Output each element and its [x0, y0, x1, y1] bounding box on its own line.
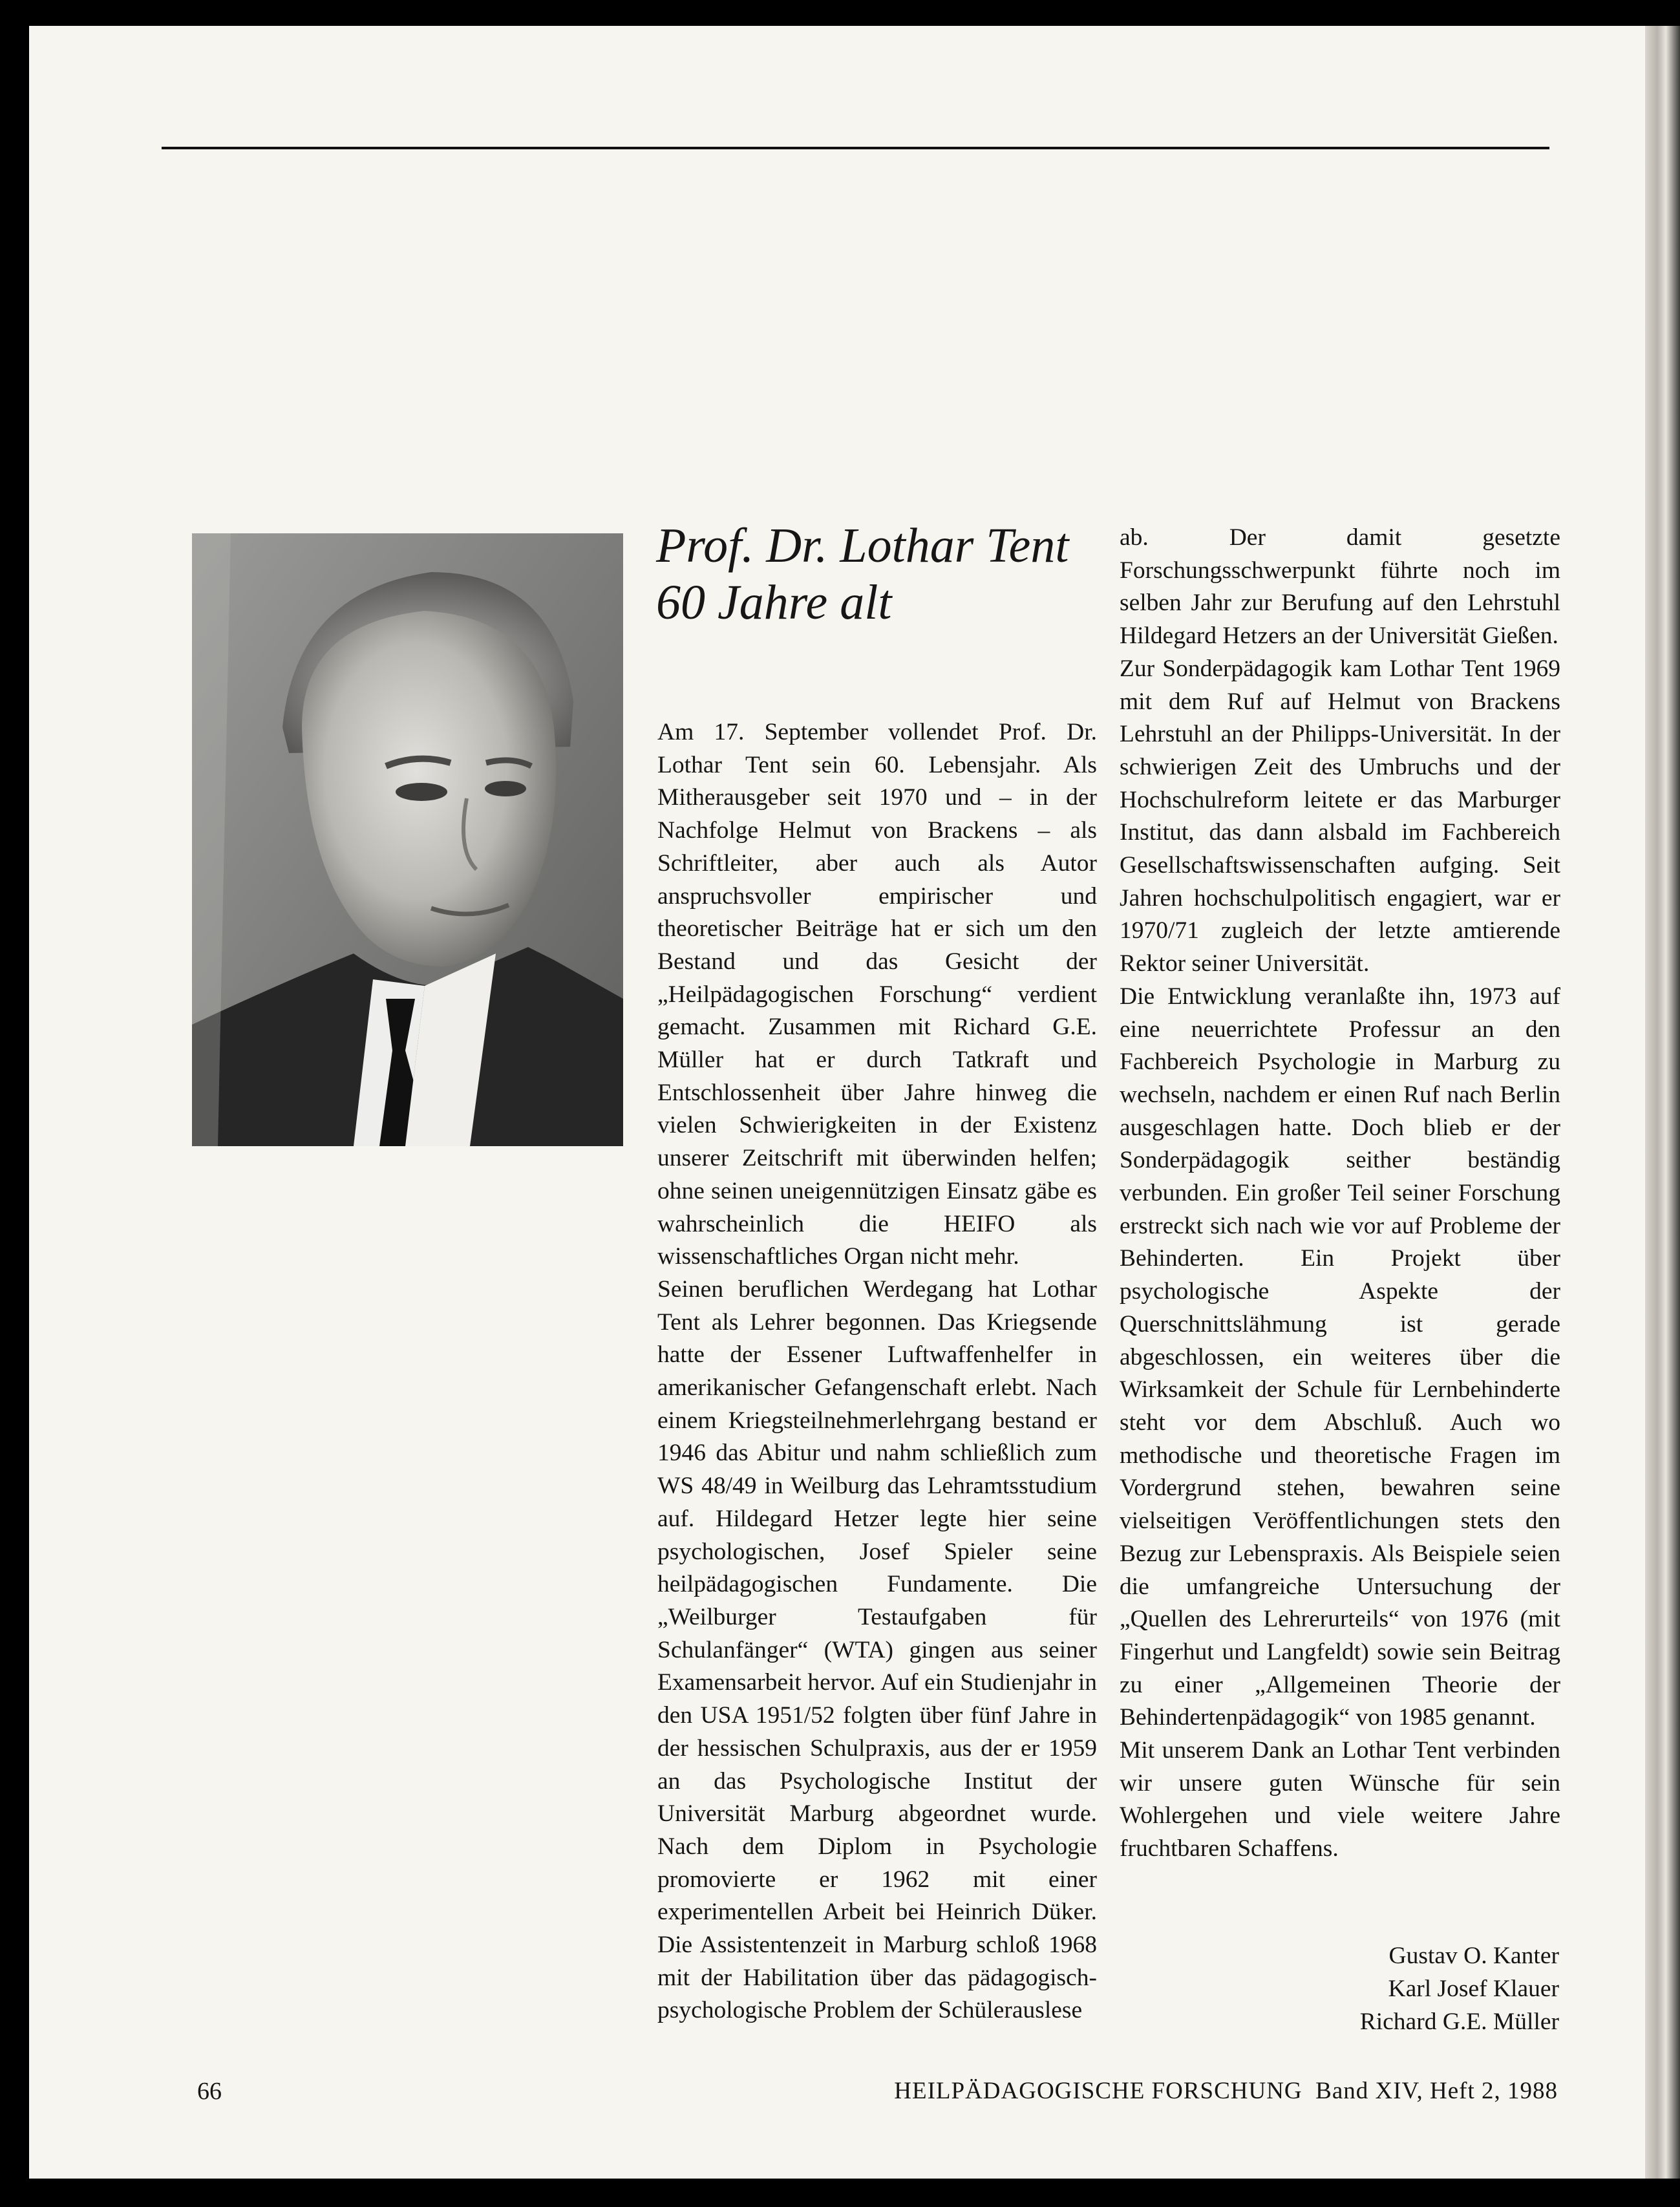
- paragraph: Zur Sonderpädagogik kam Lothar Tent 1969 mit dem Ruf auf Helmut von Brackens Lehrstuhl an der Philipps-Universität. In der schwierigen Zeit des Umbruchs und der Hochschulreform leitete er das Marburger Institut, das dann alsbald im Fachbereich Gesellschaftswissenschaften aufging. Seit Jahren hochschulpolitisch engagiert, war er 1970/71 zugleich der letzte amtierende Rektor seiner Universität.: [1120, 655, 1560, 977]
- journal-footer: [776, 2077, 1558, 2105]
- paragraph: Mit unserem Dank an Lothar Tent verbinden wir unsere guten Wünsche für sein Wohlergehen und viele weitere Jahre fruchtbaren Schaffens.: [1120, 1737, 1560, 1862]
- signature-name: Karl Josef Klauer: [1388, 1976, 1559, 2002]
- title-line-1: Prof. Dr. Lothar Tent: [656, 518, 1069, 573]
- title-line-2: 60 Jahre alt: [656, 575, 892, 630]
- page-number: 66: [197, 2078, 222, 2105]
- article-title: [656, 517, 1109, 631]
- paragraph: ab. Der damit gesetzte Forschungsschwerpunkt führte noch im selben Jahr zur Berufung auf den Lehrstuhl Hildegard Hetzers an der Universität Gießen.: [1120, 524, 1560, 650]
- paragraph: Die Entwicklung veranlaßte ihn, 1973 auf eine neuerrichtete Professur an den Fachbereich Psychologie in Marburg zu wechseln, nachdem er einen Ruf nach Berlin ausgeschlagen hatte. Doch blieb er der Sonderpädagogik seither beständig verbunden. Ein großer Teil seiner Forschung erstreckt sich nach wie vor auf Probleme der Behinderten. Ein Projekt über psychologische Aspekte der Querschnittslähmung ist gerade abgeschlossen, ein weiteres über die Wirksamkeit der Schule für Lernbehinderte steht vor dem Abschluß. Auch wo methodische und theoretische Fragen im Vordergrund stehen, bewahren seine vielseitigen Veröffentlichungen stets den Bezug zur Lebenspraxis. Als Beispiele seien die umfangreiche Untersuchung der „Quellen des Lehrerurteils“ von 1976 (mit Fingerhut und Langfeldt) sowie sein Beitrag zu einer „Allgemeinen Theorie der Behindertenpädagogik“ von 1985 genannt.: [1120, 983, 1560, 1731]
- text-column-left: [657, 716, 1097, 2027]
- journal-name: HEILPÄDAGOGISCHE FORSCHUNG: [894, 2078, 1303, 2104]
- paragraph: Seinen beruflichen Werdegang hat Lothar Tent als Lehrer begonnen. Das Kriegsende hatte der Essener Luftwaffenhelfer in amerikanischer Gefangenschaft erlebt. Nach einem Kriegsteilnehmerlehrgang bestand er 1946 das Abitur und nahm schließlich zum WS 48/49 in Weilburg das Lehramtsstudium auf. Hildegard Hetzer legte hier seine psychologischen, Josef Spieler seine heilpädagogischen Fundamente. Die „Weilburger Testaufgaben für Schulanfänger“ (WTA) gingen aus seiner Examensarbeit hervor. Auf ein Studienjahr in den USA 1951/52 folgten über fünf Jahre in der hessischen Schulpraxis, aus der er 1959 an das Psychologische Institut der Universität Marburg abgeordnet wurde. Nach dem Diplom in Psychologie promovierte er 1962 mit einer experimentellen Arbeit bei Heinrich Düker. Die Assistentenzeit in Marburg schloß 1968 mit der Habilitation über das pädagogisch-psychologische Problem der Schülerauslese: [657, 1275, 1097, 2024]
- issue-info: Band XIV, Heft 2, 1988: [1315, 2078, 1558, 2104]
- paragraph: Am 17. September vollendet Prof. Dr. Lothar Tent sein 60. Lebensjahr. Als Mitherausgeber seit 1970 und – in der Nachfolge Helmut von Brackens – als Schriftleiter, aber auch als Autor anspruchsvoller empirischer und theoretischer Beiträge hat er sich um den Bestand und das Gesicht der „Heilpädagogischen Forschung“ verdient gemacht. Zusammen mit Richard G.E. Müller hat er durch Tatkraft und Entschlossenheit über Jahre hinweg die vielen Schwierigkeiten in der Existenz unserer Zeitschrift mit überwinden helfen; ohne seinen uneigennützigen Einsatz gäbe es wahrscheinlich die HEIFO als wissenschaftliches Organ nicht mehr.: [657, 719, 1097, 1270]
- text-column-right: [1120, 522, 1560, 1866]
- page-edge-shadow: [1645, 26, 1680, 2179]
- signature-name: Gustav O. Kanter: [1388, 1943, 1559, 1969]
- signature-name: Richard G.E. Müller: [1359, 2009, 1559, 2035]
- author-signatures: [1228, 1939, 1559, 2038]
- top-rule: [162, 147, 1549, 149]
- portrait-photo: [192, 533, 623, 1146]
